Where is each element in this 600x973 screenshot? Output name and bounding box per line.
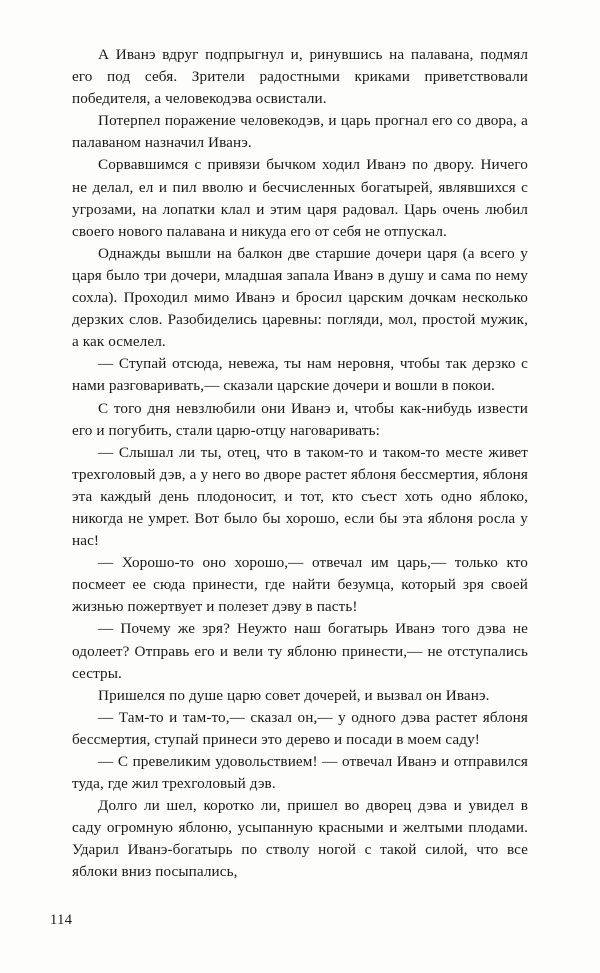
paragraph: Однажды вышли на балкон две старшие дочери царя (а всего у царя было три дочери, младшая запала Иванэ в душу и сама по нему сохла). Проходил мимо Иванэ и бросил царским дочкам несколько дерзких слов. Разобиделись царевны: погляди, мол, простой мужик, а как осмелел. — [72, 244, 528, 351]
paragraph-dialogue: — С превеликим удовольствием! — отвечал Иванэ и отправился туда, где жил трехголовый дэв. — [72, 753, 528, 793]
page-number: 114 — [50, 912, 73, 928]
paragraph-dialogue: — Слышал ли ты, отец, что в таком-то и таком-то месте живет трехголовый дэв, а у него во дворе растет яблоня бессмертия, яблоня эта каждый день плодоносит, и тот, кто съест хоть одно яблоко, никогда не умрет. Вот было бы хорошо, если бы эта яблоня росла у нас! — [72, 443, 528, 550]
body-text-column — [72, 44, 528, 884]
paragraph: Потерпел поражение человекодэв, и царь прогнал его со двора, а палаваном назначил Иванэ. — [72, 112, 528, 152]
paragraph: С того дня невзлюбили они Иванэ и, чтобы как-нибудь извести его и погубить, стали царю-отцу наговаривать: — [72, 399, 528, 439]
paragraph: А Иванэ вдруг подпрыгнул и, ринувшись на палавана, подмял его под себя. Зрители радостными криками приветствовали победителя, а человекодэва освистали. — [72, 46, 528, 108]
paragraph-dialogue: — Там-то и там-то,— сказал он,— у одного дэва растет яблоня бессмертия, ступай принеси это дерево и посади в моем саду! — [72, 708, 528, 748]
paragraph-dialogue: — Почему же зря? Неужто наш богатырь Иванэ того дэва не одолеет? Отправь его и вели ту яблоню принести,— не отступались сестры. — [72, 620, 528, 682]
paragraph-dialogue: — Хорошо-то оно хорошо,— отвечал им царь,— только кто посмеет ее сюда принести, где найти безумца, который зря своей жизнью пожертвует и полезет дэву в пасть! — [72, 554, 528, 616]
paragraph-dialogue: — Ступай отсюда, невежа, ты нам неровня, чтобы так дерзко с нами разговаривать,— сказали царские дочери и вошли в покои. — [72, 355, 528, 395]
paragraph: Пришелся по душе царю совет дочерей, и вызвал он Иванэ. — [98, 686, 490, 704]
paragraph: Сорвавшимся с привязи бычком ходил Иванэ по двору. Ничего не делал, ел и пил вволю и бесчисленных богатырей, являвшихся с угрозами, на лопатки клал и этим царя радовал. Царь очень любил своего нового палавана и никуда его от себя не отпускал. — [72, 156, 528, 240]
paragraph: Долго ли шел, коротко ли, пришел во дворец дэва и увидел в саду огромную яблоню, усыпанную красными и желтыми плодами. Ударил Иванэ-богатырь по стволу ногой с такой силой, что все яблоки вниз посыпались, — [72, 797, 528, 881]
